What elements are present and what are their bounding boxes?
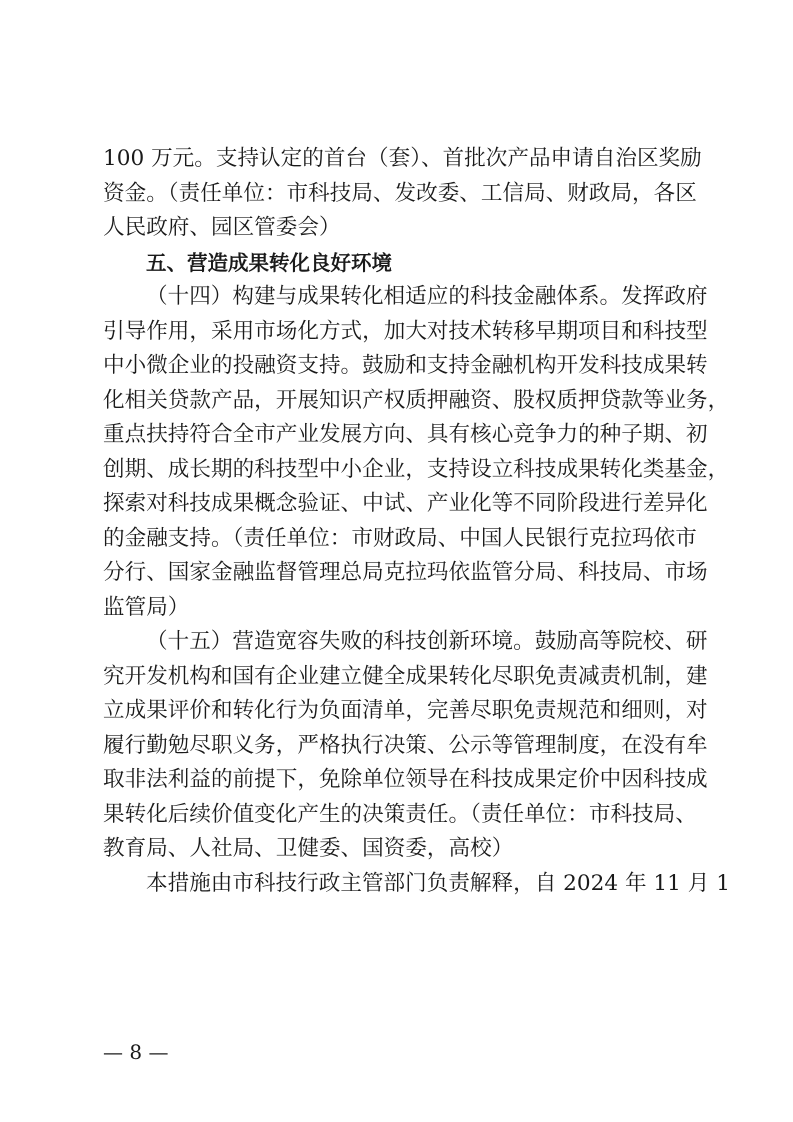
paragraph-line: 100 万元。支持认定的首台（套）、首批次产品申请自治区奖励 xyxy=(103,146,702,171)
paragraph-line: 中小微企业的投融资支持。鼓励和支持金融机构开发科技成果转 xyxy=(103,353,708,378)
document-body xyxy=(103,142,730,901)
paragraph-line: 的金融支持。（责任单位：市财政局、中国人民银行克拉玛依市 xyxy=(103,525,697,551)
paragraph-line: 教育局、人社局、卫健委、国资委，高校） xyxy=(103,836,514,861)
page-number: — 8 — xyxy=(103,1040,169,1064)
paragraph-line: （十四）构建与成果转化相适应的科技金融体系。发挥政府 xyxy=(146,284,708,309)
paragraph-line: （十五）营造宽容失败的科技创新环境。鼓励高等院校、研 xyxy=(146,629,708,654)
paragraph-line: 果转化后续价值变化产生的决策责任。（责任单位：市科技局、 xyxy=(103,801,697,827)
paragraph-line: 引导作用，采用市场化方式，加大对技术转移早期项目和科技型 xyxy=(103,318,708,344)
paragraph-line: 资金。（责任单位：市科技局、发改委、工信局、财政局，各区 xyxy=(103,180,697,206)
paragraph-line: 探索对科技成果概念验证、中试、产业化等不同阶段进行差异化 xyxy=(103,491,708,516)
paragraph-line: 履行勤勉尽职义务，严格执行决策、公示等管理制度，在没有牟 xyxy=(103,732,708,758)
paragraph-line: 监管局） xyxy=(103,594,190,620)
paragraph-line: 分行、国家金融监督管理总局克拉玛依监管分局、科技局、市场 xyxy=(103,560,708,585)
paragraph-line: 立成果评价和转化行为负面清单，完善尽职免责规范和细则，对 xyxy=(103,698,708,723)
paragraph-line: 究开发机构和国有企业建立健全成果转化尽职免责减责机制，建 xyxy=(103,663,708,689)
paragraph-line: 人民政府、园区管委会） xyxy=(103,215,341,240)
paragraph-line: 取非法利益的前提下，免除单位领导在科技成果定价中因科技成 xyxy=(103,767,708,792)
paragraph-line: 本措施由市科技行政主管部门负责解释，自 2024 年 11 月 1 xyxy=(146,870,730,896)
section-heading: 五、营造成果转化良好环境 xyxy=(146,250,392,275)
paragraph-line: 创期、成长期的科技型中小企业，支持设立科技成果转化类基金， xyxy=(103,456,730,482)
paragraph-line: 化相关贷款产品，开展知识产权质押融资、股权质押贷款等业务， xyxy=(103,387,730,413)
paragraph-line: 重点扶持符合全市产业发展方向、具有核心竞争力的种子期、初 xyxy=(103,422,708,447)
